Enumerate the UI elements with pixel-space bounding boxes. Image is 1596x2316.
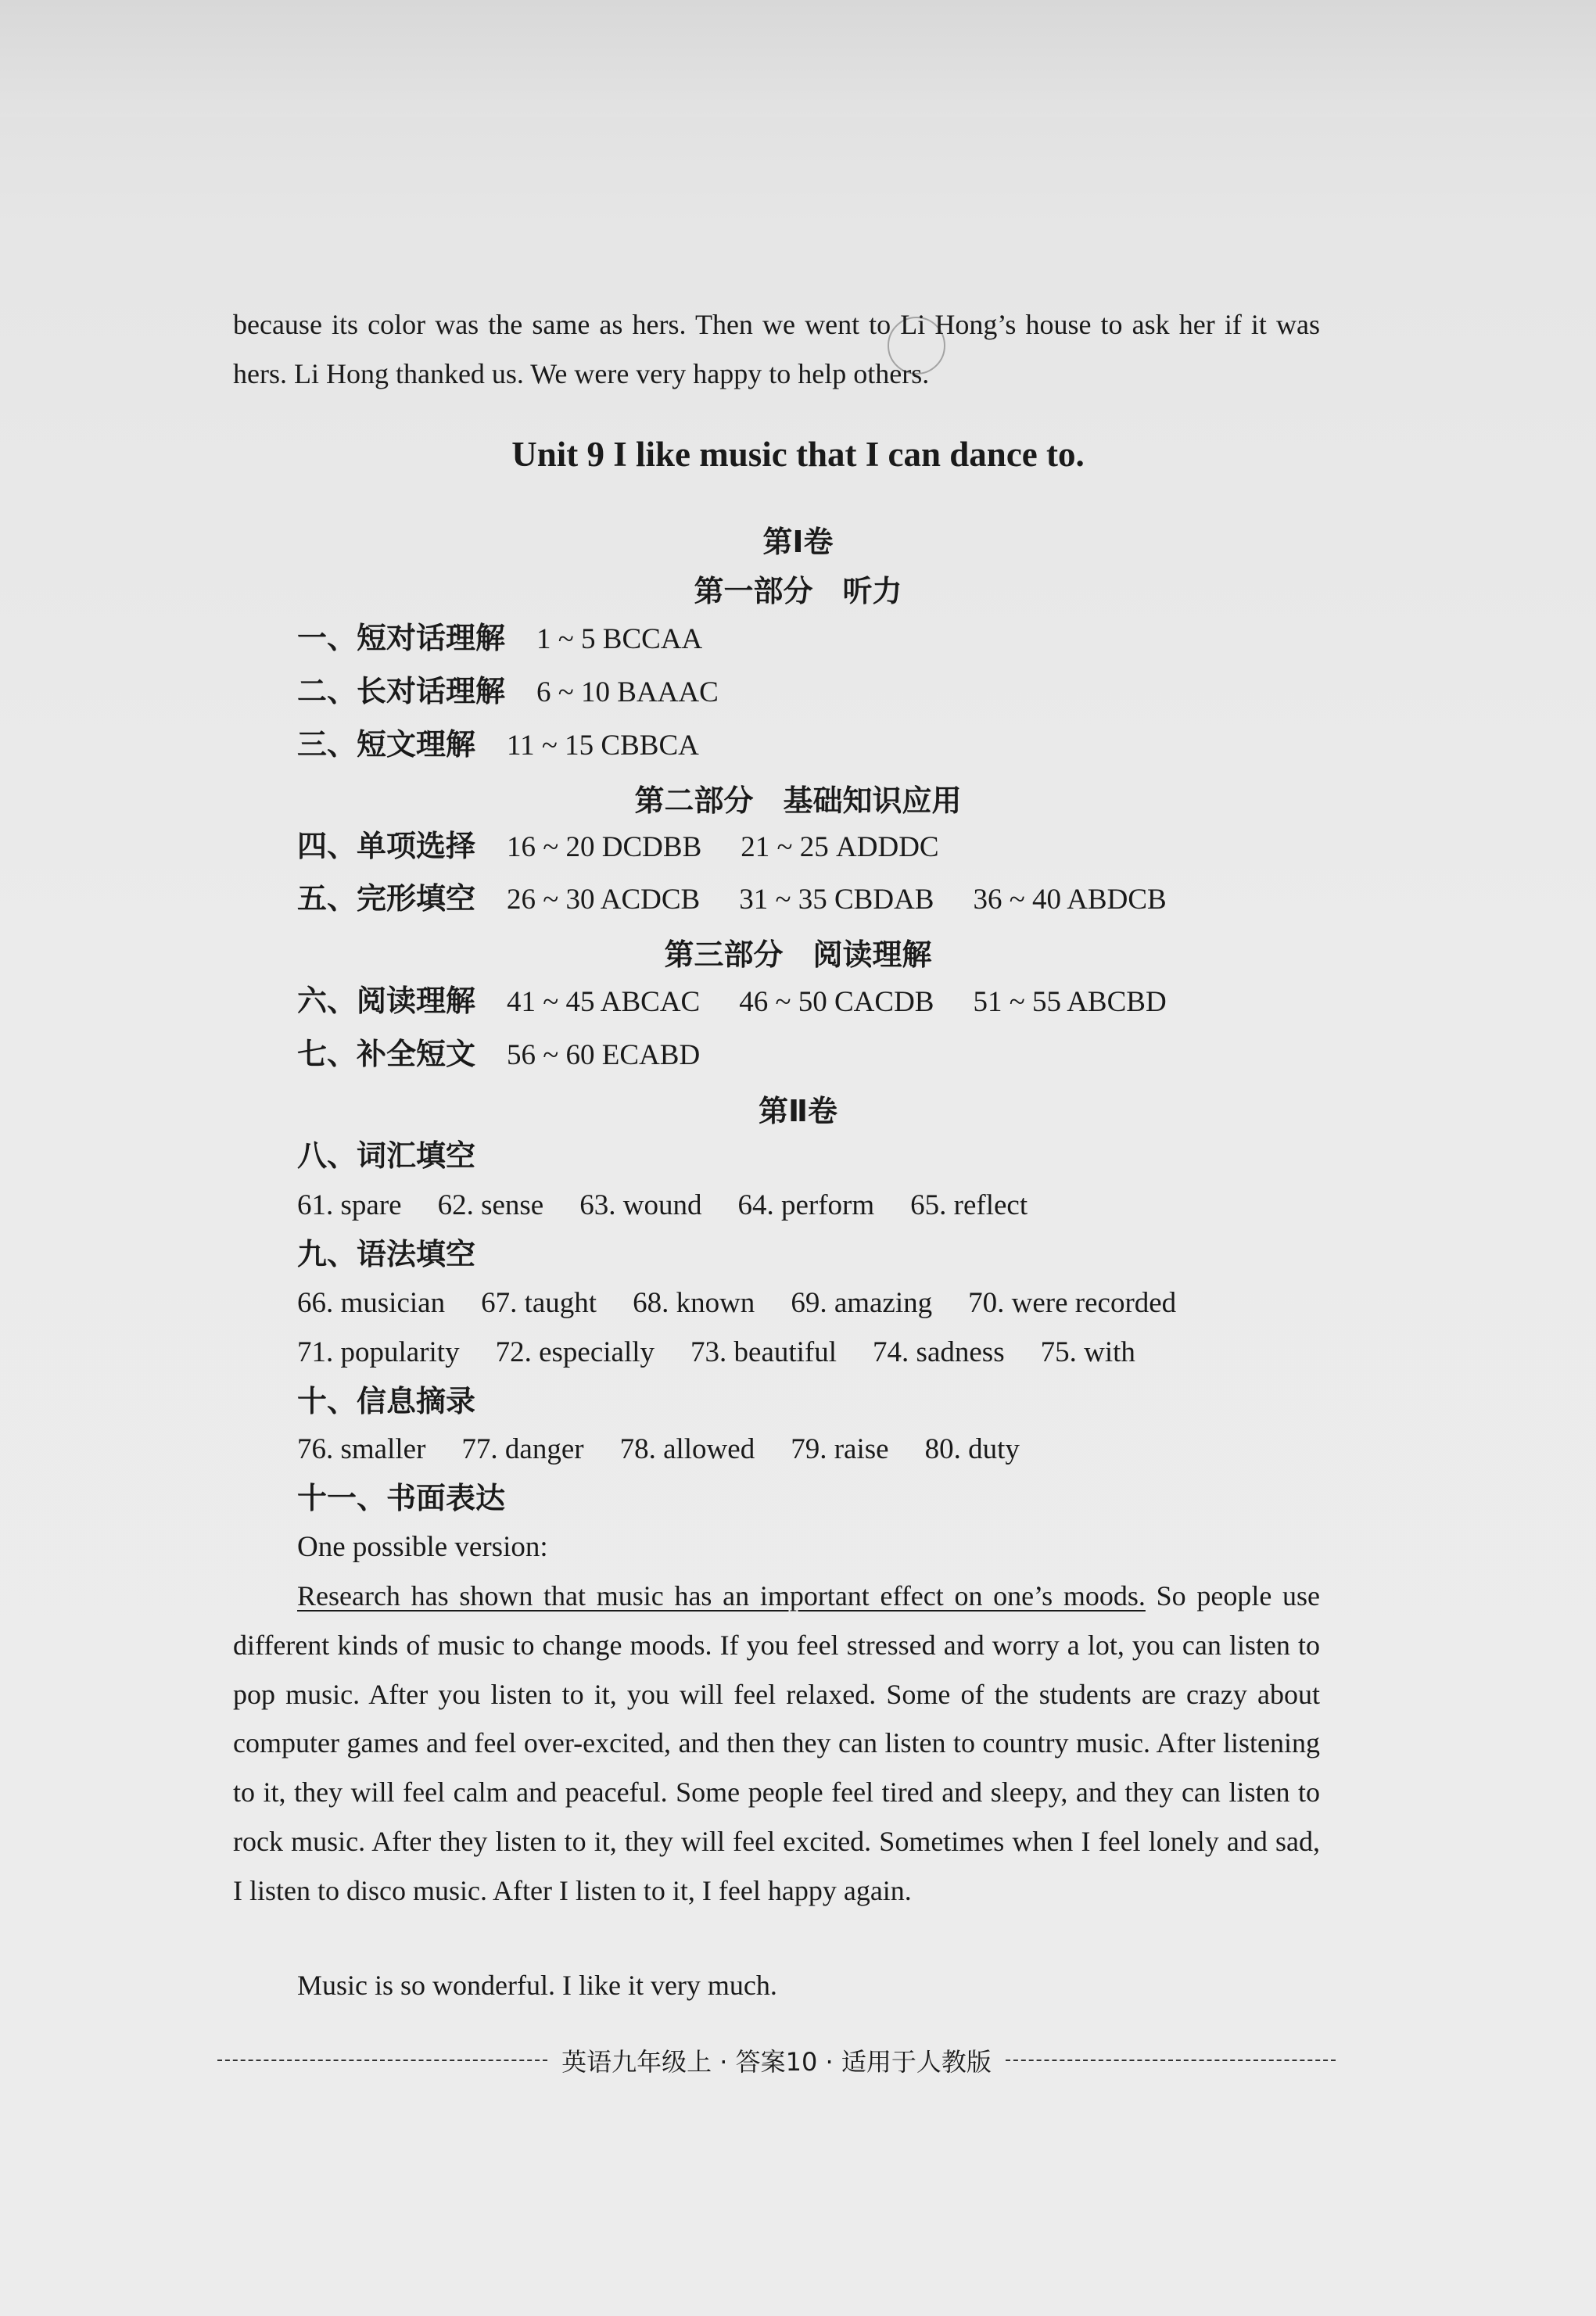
- part-3-heading: 第三部分 阅读理解: [664, 938, 932, 972]
- essay-body: So people use different kinds of music to change moods. If you feel stressed and worry a lot, you can listen to pop music. After you listen to it, you will feel relaxed. Some of the students are crazy about computer games and feel over-excited, and then they can listen to country music. After listening to it, they will feel calm and peaceful. Some people feel tired and sleepy, and they can listen to rock music. After they listen to it, they will feel excited. Sometimes when I feel lonely and sad, I listen to disco music. After I listen to it, I feel happy again.: [233, 1580, 1321, 1906]
- answer-group: 11 ~ 15 CBBCA: [507, 730, 699, 762]
- essay-paragraph: [233, 1572, 1320, 1916]
- section-label: 三、短文理解: [297, 727, 476, 762]
- answer-group: 56 ~ 60 ECABD: [507, 1039, 701, 1071]
- answer-item: 68. known: [633, 1287, 755, 1319]
- footer-text: 英语九年级上 · 答案10 · 适用于人教版: [561, 2047, 992, 2077]
- section-label: 一、短对话理解: [297, 621, 506, 655]
- section-label: 二、长对话理解: [297, 674, 506, 708]
- answer-item: 79. raise: [791, 1433, 889, 1465]
- info-answers: [297, 1431, 1020, 1468]
- part-2-heading: 第二部分 基础知识应用: [634, 783, 962, 818]
- answer-group: 41 ~ 45 ABCAC: [507, 986, 701, 1018]
- answer-item: 65. reflect: [910, 1189, 1028, 1221]
- answer-item: 63. wound: [579, 1189, 702, 1221]
- answer-item: 62. sense: [437, 1189, 544, 1221]
- answer-item: 74. sadness: [873, 1336, 1005, 1368]
- answer-item: 75. with: [1040, 1336, 1135, 1368]
- answer-row: [297, 672, 719, 712]
- answer-row: [297, 982, 1167, 1021]
- writing-label: One possible version:: [297, 1531, 548, 1563]
- answer-item: 77. danger: [461, 1433, 584, 1465]
- answer-row: [297, 880, 1167, 919]
- grammar-answers-row-1: [297, 1285, 1176, 1322]
- answer-group: 1 ~ 5 BCCAA: [536, 623, 703, 655]
- answer-row: [297, 1035, 700, 1074]
- volume-1-heading: 第Ⅰ卷: [762, 525, 834, 559]
- part-1-heading: 第一部分 听力: [694, 574, 902, 608]
- section-label: 七、补全短文: [297, 1037, 476, 1071]
- answer-item: 67. taught: [481, 1287, 597, 1319]
- info-heading: 十、信息摘录: [297, 1384, 476, 1418]
- answer-item: 76. smaller: [297, 1433, 426, 1465]
- vocab-heading: 八、词汇填空: [297, 1138, 476, 1173]
- answer-item: 71. popularity: [297, 1336, 460, 1368]
- unit-title: Unit 9 I like music that I can dance to.: [511, 435, 1085, 474]
- footer-divider-left: [217, 2060, 547, 2061]
- grammar-heading: 九、语法填空: [297, 1237, 476, 1271]
- answer-item: 66. musician: [297, 1287, 446, 1319]
- answer-item: 61. spare: [297, 1189, 402, 1221]
- answer-group: 26 ~ 30 ACDCB: [507, 884, 701, 916]
- section-label: 五、完形填空: [297, 881, 476, 916]
- scan-shadow: [0, 0, 1596, 117]
- section-label: 四、单项选择: [297, 829, 476, 863]
- underlined-topic-sentence: Research has shown that music has an important effect on one’s moods.: [297, 1580, 1146, 1612]
- answer-item: 73. beautiful: [690, 1336, 837, 1368]
- answer-group: 36 ~ 40 ABDCB: [973, 884, 1167, 916]
- answer-item: 72. especially: [495, 1336, 655, 1368]
- essay-closing: Music is so wonderful. I like it very much.: [297, 1970, 777, 2001]
- intro-paragraph: because its color was the same as hers. Then we went to Li Hong’s house to ask her if it was hers. Li Hong thanked us. We were very happy to help others.: [233, 309, 1320, 389]
- answer-group: 51 ~ 55 ABCBD: [973, 986, 1167, 1018]
- answer-row: [297, 619, 702, 658]
- answer-item: 69. amazing: [791, 1287, 933, 1319]
- answer-group: 6 ~ 10 BAAAC: [536, 676, 719, 708]
- answer-item: 78. allowed: [619, 1433, 755, 1465]
- footer-divider-right: [1006, 2060, 1336, 2061]
- page-footer: [217, 2042, 1336, 2078]
- vocab-answers: [297, 1187, 1028, 1224]
- answer-row: [297, 827, 939, 866]
- answer-item: 70. were recorded: [968, 1287, 1177, 1319]
- section-label: 六、阅读理解: [297, 984, 476, 1018]
- answer-group: 31 ~ 35 CBDAB: [739, 884, 934, 916]
- answer-item: 64. perform: [737, 1189, 875, 1221]
- answer-item: 80. duty: [924, 1433, 1020, 1465]
- answer-group: 16 ~ 20 DCDBB: [507, 831, 702, 863]
- writing-heading: 十一、书面表达: [297, 1481, 506, 1515]
- volume-2-heading: 第Ⅱ卷: [758, 1094, 838, 1128]
- answer-group: 21 ~ 25 ADDDC: [741, 831, 939, 863]
- answer-row: [297, 726, 699, 765]
- grammar-answers-row-2: [297, 1334, 1135, 1371]
- answer-group: 46 ~ 50 CACDB: [739, 986, 934, 1018]
